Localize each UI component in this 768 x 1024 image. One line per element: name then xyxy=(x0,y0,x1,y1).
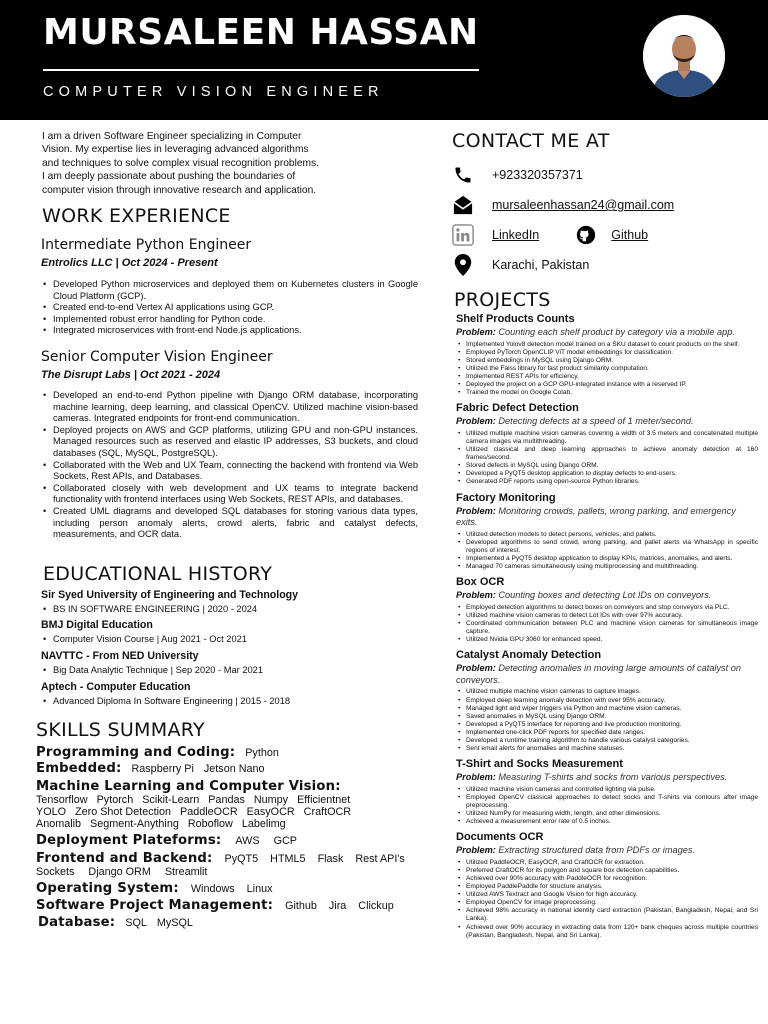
project-problem xyxy=(456,663,758,686)
list-item: • Achieved 98% accuracy in national identity card extraction (Pakistan, Bangladesh, Nepal, and Sri Lanka). xyxy=(456,907,758,923)
skill-row xyxy=(36,833,418,848)
list-item: • Developed a PyQT5 desktop application to display defects to end-users. xyxy=(456,470,758,478)
education-bullets xyxy=(41,665,418,677)
project-problem xyxy=(456,590,758,602)
problem-label: Problem: xyxy=(456,590,496,601)
problem-label: Problem: xyxy=(456,505,496,516)
list-item: • Utilized machine vision cameras to detect Lot IDs with over 97% accuracy. xyxy=(456,612,758,620)
problem-text: Measuring T-shirts and socks from various perspectives. xyxy=(498,772,728,783)
skill-item: Clickup xyxy=(358,900,394,913)
project-bullets xyxy=(456,604,758,644)
list-item: • Utilized Nvidia GPU 3060 for enhanced speed. xyxy=(456,636,758,644)
skill-item: PaddleOCR xyxy=(180,806,238,819)
skill-item: Pandas xyxy=(208,794,245,807)
list-item: • Employed OpenCV for image preprocessing. xyxy=(456,899,758,907)
problem-text: Detecting anomalies in moving large amounts of catalyst on conveyors. xyxy=(456,663,741,685)
skill-item: Anomalib xyxy=(36,818,82,831)
list-item: • Saved anomalies in MySQL using Django ORM. xyxy=(456,713,758,721)
skill-label: Database: xyxy=(38,915,116,931)
skill-item: Streamlit xyxy=(164,866,208,879)
job-bullets xyxy=(41,390,418,541)
problem-label: Problem: xyxy=(456,845,496,856)
problem-text: Detecting defects at a speed of 1 meter/second. xyxy=(498,416,694,427)
skill-item: PyQT5 xyxy=(224,853,259,866)
job-company: Entrolics LLC | Oct 2024 - Present xyxy=(41,257,218,270)
list-item: • Sent email alerts for anomalies and machine statuses. xyxy=(456,745,758,753)
job-entry xyxy=(41,349,418,541)
right-column xyxy=(452,130,758,940)
list-item: • Achieved over 90% accuracy in extracting data from 120+ bank cheques across multiple countries (Pakistan, Bangladesh, Nepal, and Sri Lanka). xyxy=(456,924,758,940)
location-text: Karachi, Pakistan xyxy=(492,258,590,272)
project-title: Shelf Products Counts xyxy=(456,313,575,325)
list-item: • Implemented REST APIs for efficiency. xyxy=(456,373,758,381)
skill-label: Programming and Coding: xyxy=(36,745,236,761)
contact-phone xyxy=(452,160,758,190)
project-problem xyxy=(456,416,758,428)
skill-item: Zero Shot Detection xyxy=(75,806,172,819)
job-role: COMPUTER VISION ENGINEER xyxy=(43,84,384,100)
skill-label: Operating System: xyxy=(36,881,179,897)
location-pin-icon xyxy=(452,254,474,276)
linkedin-link[interactable]: LinkedIn xyxy=(492,228,540,242)
skill-item: Pytorch xyxy=(96,794,134,807)
list-item: • Created UML diagrams and developed SQL databases for storing various data types, including person anomaly alerts, crowd alerts, fabric and catalyst defects, measurements, and OCR data. xyxy=(41,506,418,541)
skill-item: CraftOCR xyxy=(303,806,352,819)
list-item: • Created end-to-end Vertex AI applications using GCP. xyxy=(41,302,418,314)
list-item: • Advanced Diploma In Software Engineering | 2015 - 2018 xyxy=(41,696,418,708)
list-item: • Big Data Analytic Technique | Sep 2020 - Mar 2021 xyxy=(41,665,418,677)
project-bullets xyxy=(456,688,758,753)
education-bullets xyxy=(41,604,418,616)
job-title: Intermediate Python Engineer xyxy=(41,237,252,254)
skill-item: Jira xyxy=(328,900,347,913)
list-item: • Collaborated with the Web and UX Team, connecting the backend with frontend via Web Sockets, Rest APIs, and Databases. xyxy=(41,460,418,483)
education-heading: EDUCATIONAL HISTORY xyxy=(43,562,273,585)
list-item: • Employed deep learning anomaly detection with over 95% accuracy. xyxy=(456,697,758,705)
list-item: • Achieved a measurement error rate of 0.5 inches. xyxy=(456,818,758,826)
skill-row xyxy=(36,779,418,794)
candidate-name: MURSALEEN HASSAN xyxy=(43,12,479,53)
list-item: • Stored embeddings in MySQL using Django ORM. xyxy=(456,357,758,365)
list-item: • Coordinated communication between PLC and machine vision cameras for simultaneous image capture. xyxy=(456,620,758,636)
skill-label: Software Project Management: xyxy=(36,898,274,914)
list-item: • Implemented Yolov8 detection model trained on a SKU dataset to count products on the shelf. xyxy=(456,341,758,349)
list-item: • Utilized classical and deep learning approaches to achieve anomaly detection at 160 frames/second. xyxy=(456,446,758,462)
skill-item: Numpy xyxy=(253,794,289,807)
list-item: • Utilized detection models to detect persons, vehicles, and pallets. xyxy=(456,531,758,539)
project-problem xyxy=(456,845,758,857)
list-item: • Employed PaddlePaddle for structure analysis. xyxy=(456,883,758,891)
list-item: • Managed 70 cameras simultaneously using multiprocessing and multithreading. xyxy=(456,563,758,571)
list-item: • Utilized multiple machine vision cameras covering a width of 3.5 meters and concatenated multiple camera images via multithreading. xyxy=(456,430,758,446)
skills-heading: SKILLS SUMMARY xyxy=(36,719,205,742)
list-item: • Deployed projects on AWS and GCP platforms, utilizing GPU and non-GPU instances. Managed resources such as reserved and elastic IP addresses, S3 buckets, and cloud databases (SQL, MySQL, PostgreSQL). xyxy=(41,425,418,460)
project-problem xyxy=(456,772,758,784)
skill-item: Rest API's xyxy=(355,853,405,866)
left-column xyxy=(36,130,418,930)
skill-item: HTML5 xyxy=(270,853,306,866)
skill-items-row xyxy=(36,818,418,830)
contact-list xyxy=(452,160,758,280)
skill-row xyxy=(36,761,418,776)
list-item: • Employed OpenCV classical approaches to detect socks and T-shirts via contours after image preprocessing. xyxy=(456,794,758,810)
problem-text: Counting each shelf product by category via a mobile app. xyxy=(498,327,735,337)
skill-item: Jetson Nano xyxy=(203,763,265,776)
list-item: • Collaborated closely with web development and UX teams to integrate backend functionality with frontend interfaces using Web Sockets, REST APIs, and databases. xyxy=(41,483,418,506)
problem-text: Extracting structured data from PDFs or images. xyxy=(498,845,695,856)
skill-item: Flask xyxy=(317,853,344,866)
envelope-icon xyxy=(452,194,474,216)
list-item: • Computer Vision Course | Aug 2021 - Oct 2021 xyxy=(41,634,418,646)
project-bullets xyxy=(456,859,758,940)
project-bullets xyxy=(456,531,758,571)
projects-heading: PROJECTS xyxy=(454,289,551,311)
list-item: • Generated PDF reports using open-source Python libraries. xyxy=(456,478,758,486)
problem-text: Counting boxes and detecting Lot IDs on conveyors. xyxy=(498,590,712,601)
skill-label: Deployment Plateforms: xyxy=(36,833,222,849)
skill-item: Linux xyxy=(246,883,273,896)
email-link[interactable]: mursaleenhassan24@gmail.com xyxy=(492,198,675,212)
project-bullets xyxy=(456,341,758,398)
linkedin-icon[interactable] xyxy=(452,224,474,246)
list-item: • Developed a PyQT5 interface for reporting and live production monitoring. xyxy=(456,721,758,729)
project-problem xyxy=(456,506,758,529)
job-title: Senior Computer Vision Engineer xyxy=(41,349,273,365)
profile-photo xyxy=(643,15,725,97)
list-item: • Developed a runtime training algorithm to handle various catalyst categories. xyxy=(456,737,758,745)
list-item: • Utilized AWS Textract and Google Vision for high accuracy. xyxy=(456,891,758,899)
education-list xyxy=(41,589,418,707)
skill-item: Raspberry Pi xyxy=(131,763,194,776)
skill-row xyxy=(38,915,418,930)
skill-items-row xyxy=(36,806,418,818)
education-institution: Sir Syed University of Engineering and Technology xyxy=(41,588,299,601)
github-icon[interactable] xyxy=(575,224,597,246)
education-institution: NAVTTC - From NED University xyxy=(41,649,199,662)
skill-item: Sockets xyxy=(36,866,75,879)
skill-items-row xyxy=(36,866,418,878)
list-item: • Deployed the project on a GCP GPU-integrated instance with a reserved IP. xyxy=(456,381,758,389)
list-item: • Managed light and wiper triggers via Python and machine vision cameras. xyxy=(456,705,758,713)
skill-row xyxy=(36,851,418,866)
header-divider xyxy=(43,69,479,71)
list-item: • Implemented one-click PDF reports for specified date ranges. xyxy=(456,729,758,737)
list-item: • Utilized machine vision cameras and controlled lighting via pulse. xyxy=(456,786,758,794)
list-item: • Developed algorithms to send crowd, wrong parking, and pallet alerts via WhatsApp in specific regions of interest. xyxy=(456,539,758,555)
contact-email[interactable] xyxy=(452,190,758,220)
phone-icon xyxy=(452,164,474,186)
skill-item: Segment-Anything xyxy=(90,818,179,831)
skill-item: AWS xyxy=(235,835,260,848)
education-bullets xyxy=(41,696,418,708)
job-company: The Disrupt Labs | Oct 2021 - 2024 xyxy=(41,369,221,381)
skill-item: SQL xyxy=(125,917,147,930)
skill-items-row xyxy=(36,794,418,806)
list-item: • Developed Python microservices and deployed them on Kubernetes clusters in Google Cloud Platform (GCP). xyxy=(41,279,418,302)
project-title: Factory Monitoring xyxy=(456,491,556,504)
skill-item: Efficientnet xyxy=(297,794,351,807)
list-item: • Utilized NumPy for measuring width, length, and other dimensions. xyxy=(456,810,758,818)
skill-item: Roboflow xyxy=(187,818,233,831)
project-title: Catalyst Anomaly Detection xyxy=(456,649,602,662)
list-item: • Utilized multiple machine vision cameras to capture images. xyxy=(456,688,758,696)
project-problem xyxy=(456,327,758,339)
skill-item: YOLO xyxy=(36,806,67,819)
summary-line: and techniques to solve complex visual recognition problems. xyxy=(42,157,319,169)
contact-location xyxy=(452,250,758,280)
list-item: • Employed PyTorch OpenCLIP ViT model embeddings for classification. xyxy=(456,349,758,357)
phone-number: +923320357371 xyxy=(492,168,583,182)
summary-line: I am a driven Software Engineer specializing in Computer xyxy=(42,131,302,142)
job-bullets xyxy=(41,279,418,337)
summary-line: Vision. My expertise lies in leveraging advanced algorithms xyxy=(42,144,309,156)
github-link[interactable]: Github xyxy=(611,228,649,242)
education-bullets xyxy=(41,634,418,646)
list-item: • Employed detection algorithms to detect boxes on conveyors and stop conveyors via PLC. xyxy=(456,604,758,612)
project-bullets xyxy=(456,430,758,487)
list-item: • Utilized PaddleOCR, EasyOCR, and CraftOCR for extraction. xyxy=(456,859,758,867)
education-institution: BMJ Digital Education xyxy=(41,619,153,632)
list-item: • Implemented robust error handling for Python code. xyxy=(41,314,418,326)
problem-label: Problem: xyxy=(456,327,496,337)
list-item: • Developed an end-to-end Python pipeline with Django ORM database, incorporating machine learning, deep learning, and classical OpenCV. Utilized machine vision-based cameras. Integrated endpoints for front-end communication. xyxy=(41,390,418,425)
problem-label: Problem: xyxy=(456,663,496,674)
skill-item: Windows xyxy=(190,883,235,896)
skill-item: GCP xyxy=(273,835,297,848)
skill-item: Python xyxy=(245,747,279,760)
summary-line: I am deeply passionate about pushing the boundaries of xyxy=(42,171,296,183)
list-item: • Implemented a PyQT5 desktop application to display KPIs, matrices, anomalies, and alerts. xyxy=(456,555,758,563)
profile-summary xyxy=(42,130,418,197)
contact-social xyxy=(452,220,758,250)
list-item: • Stored defects in MySQL using Django ORM. xyxy=(456,462,758,470)
skill-label: Machine Learning and Computer Vision: xyxy=(36,779,341,795)
skill-item: Labelimg xyxy=(241,818,286,831)
skill-item: Tensorflow xyxy=(36,794,88,807)
work-experience-heading: WORK EXPERIENCE xyxy=(42,205,231,228)
skill-item: EasyOCR xyxy=(246,806,295,819)
list-item: • Utilized the Faiss library for fast product similarity computation. xyxy=(456,365,758,373)
list-item: • Trained the model on Google Colab. xyxy=(456,389,758,397)
project-title: Documents OCR xyxy=(456,831,544,844)
skill-item: Django ORM xyxy=(88,866,151,879)
header-banner xyxy=(0,0,768,120)
skill-row xyxy=(36,745,418,760)
contact-heading: CONTACT ME AT xyxy=(452,130,610,152)
education-institution: Aptech - Computer Education xyxy=(41,680,191,693)
skills-list xyxy=(36,745,418,930)
skill-row xyxy=(36,881,418,896)
skill-item: Scikit-Learn xyxy=(142,794,200,807)
list-item: • Integrated microservices with front-end Node.js applications. xyxy=(41,325,418,337)
list-item: • Achieved over 90% accuracy with PaddleOCR for recognition. xyxy=(456,875,758,883)
job-entry xyxy=(41,237,418,337)
skill-label: Frontend and Backend: xyxy=(36,851,213,867)
skill-item: MySQL xyxy=(156,917,193,930)
project-title: T-Shirt and Socks Measurement xyxy=(456,758,623,771)
project-bullets xyxy=(456,786,758,826)
list-item: • Preferred CraftOCR for its polygon and square box detection capabilities. xyxy=(456,867,758,875)
problem-text: Monitoring crowds, pallets, wrong parking, and emergency exits. xyxy=(456,505,736,528)
problem-label: Problem: xyxy=(456,772,496,783)
project-title: Box OCR xyxy=(456,576,505,589)
summary-line: computer vision through innovative research and application. xyxy=(42,184,317,196)
skill-row xyxy=(36,898,418,913)
list-item: • BS IN SOFTWARE ENGINEERING | 2020 - 2024 xyxy=(41,604,418,616)
skill-item: Github xyxy=(285,900,317,913)
project-title: Fabric Defect Detection xyxy=(456,402,579,415)
project-list xyxy=(456,313,758,940)
problem-label: Problem: xyxy=(456,416,496,427)
skill-label: Embedded: xyxy=(36,761,122,777)
